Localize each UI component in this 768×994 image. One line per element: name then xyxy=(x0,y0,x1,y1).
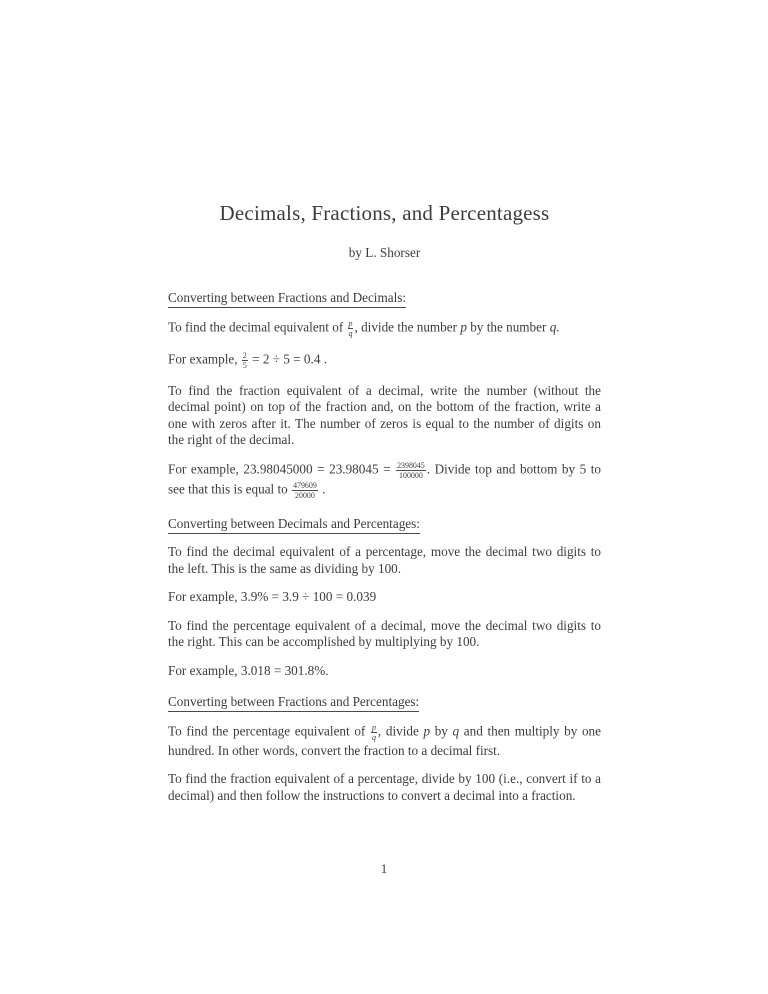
paragraph: To find the percentage equivalent of a decimal, move the decimal two digits to the right. This can be accomplished by multiplying by 100. xyxy=(168,617,601,649)
inline-fraction: $\frac{479609}{20000}$ xyxy=(293,480,317,500)
section-heading xyxy=(168,290,601,307)
section-heading-text: Converting between Fractions and Decimals: xyxy=(168,290,406,308)
section-heading xyxy=(168,516,601,533)
document-content xyxy=(168,200,601,804)
math-variable: p xyxy=(423,723,431,739)
paragraph: To find the decimal equivalent of a percentage, move the decimal two digits to the left. This is the same as dividing by 100. xyxy=(168,544,601,576)
math-variable: q xyxy=(549,319,557,335)
section-heading xyxy=(168,694,601,711)
document-title: Decimals, Fractions, and Percentagess xyxy=(219,201,550,225)
section-heading-text: Converting between Fractions and Percentages: xyxy=(168,694,419,712)
inline-fraction: $\frac{2398045}{100000}$ xyxy=(397,460,425,480)
document-body xyxy=(168,290,601,804)
paragraph: For example, 23.98045000 = 23.98045 = $\frac{2398045}{100000}$ . Divide top and bottom by 5 to see that this is equal to $\frac{479609}{20000}$ . xyxy=(168,460,601,500)
inline-fraction: $\frac{p}{q}$ xyxy=(348,318,353,338)
inline-fraction: $\frac{p}{q}$ xyxy=(371,722,376,742)
math-variable: q xyxy=(452,723,460,739)
paragraph: To find the fraction equivalent of a percentage, divide by 100 (i.e., convert if to a decimal) and then follow the instructions to convert a decimal into a fraction. xyxy=(168,771,601,803)
math-variable: p xyxy=(460,319,467,335)
paragraph: For example, 3.9% = 3.9 ÷ 100 = 0.039 xyxy=(168,589,377,604)
paragraph: To find the decimal equivalent of $\frac{p}{q}$ , divide the number p by the number q. xyxy=(168,318,560,338)
section-heading-text: Converting between Decimals and Percentages: xyxy=(168,516,420,534)
document-byline: by L. Shorser xyxy=(348,245,421,260)
page-number: 1 xyxy=(380,861,388,876)
inline-fraction: $\frac{2}{5}$ xyxy=(242,350,247,370)
paragraph: For example, 3.018 = 301.8%. xyxy=(168,662,329,678)
paragraph: To find the percentage equivalent of $\frac{p}{q}$ , divide p by q and then multiply by one hundred. In other words, convert the fraction to a decimal first. xyxy=(168,722,602,758)
paragraph: To find the fraction equivalent of a decimal, write the number (without the decimal point) on top of the fraction and, on the bottom of the fraction, write a one with zeros after it. The number of zeros is equal to the number of digits on the right of the decimal. xyxy=(168,382,601,447)
paragraph: For example, $\frac{2}{5}$ = 2 ÷ 5 = 0.4 . xyxy=(168,350,328,370)
